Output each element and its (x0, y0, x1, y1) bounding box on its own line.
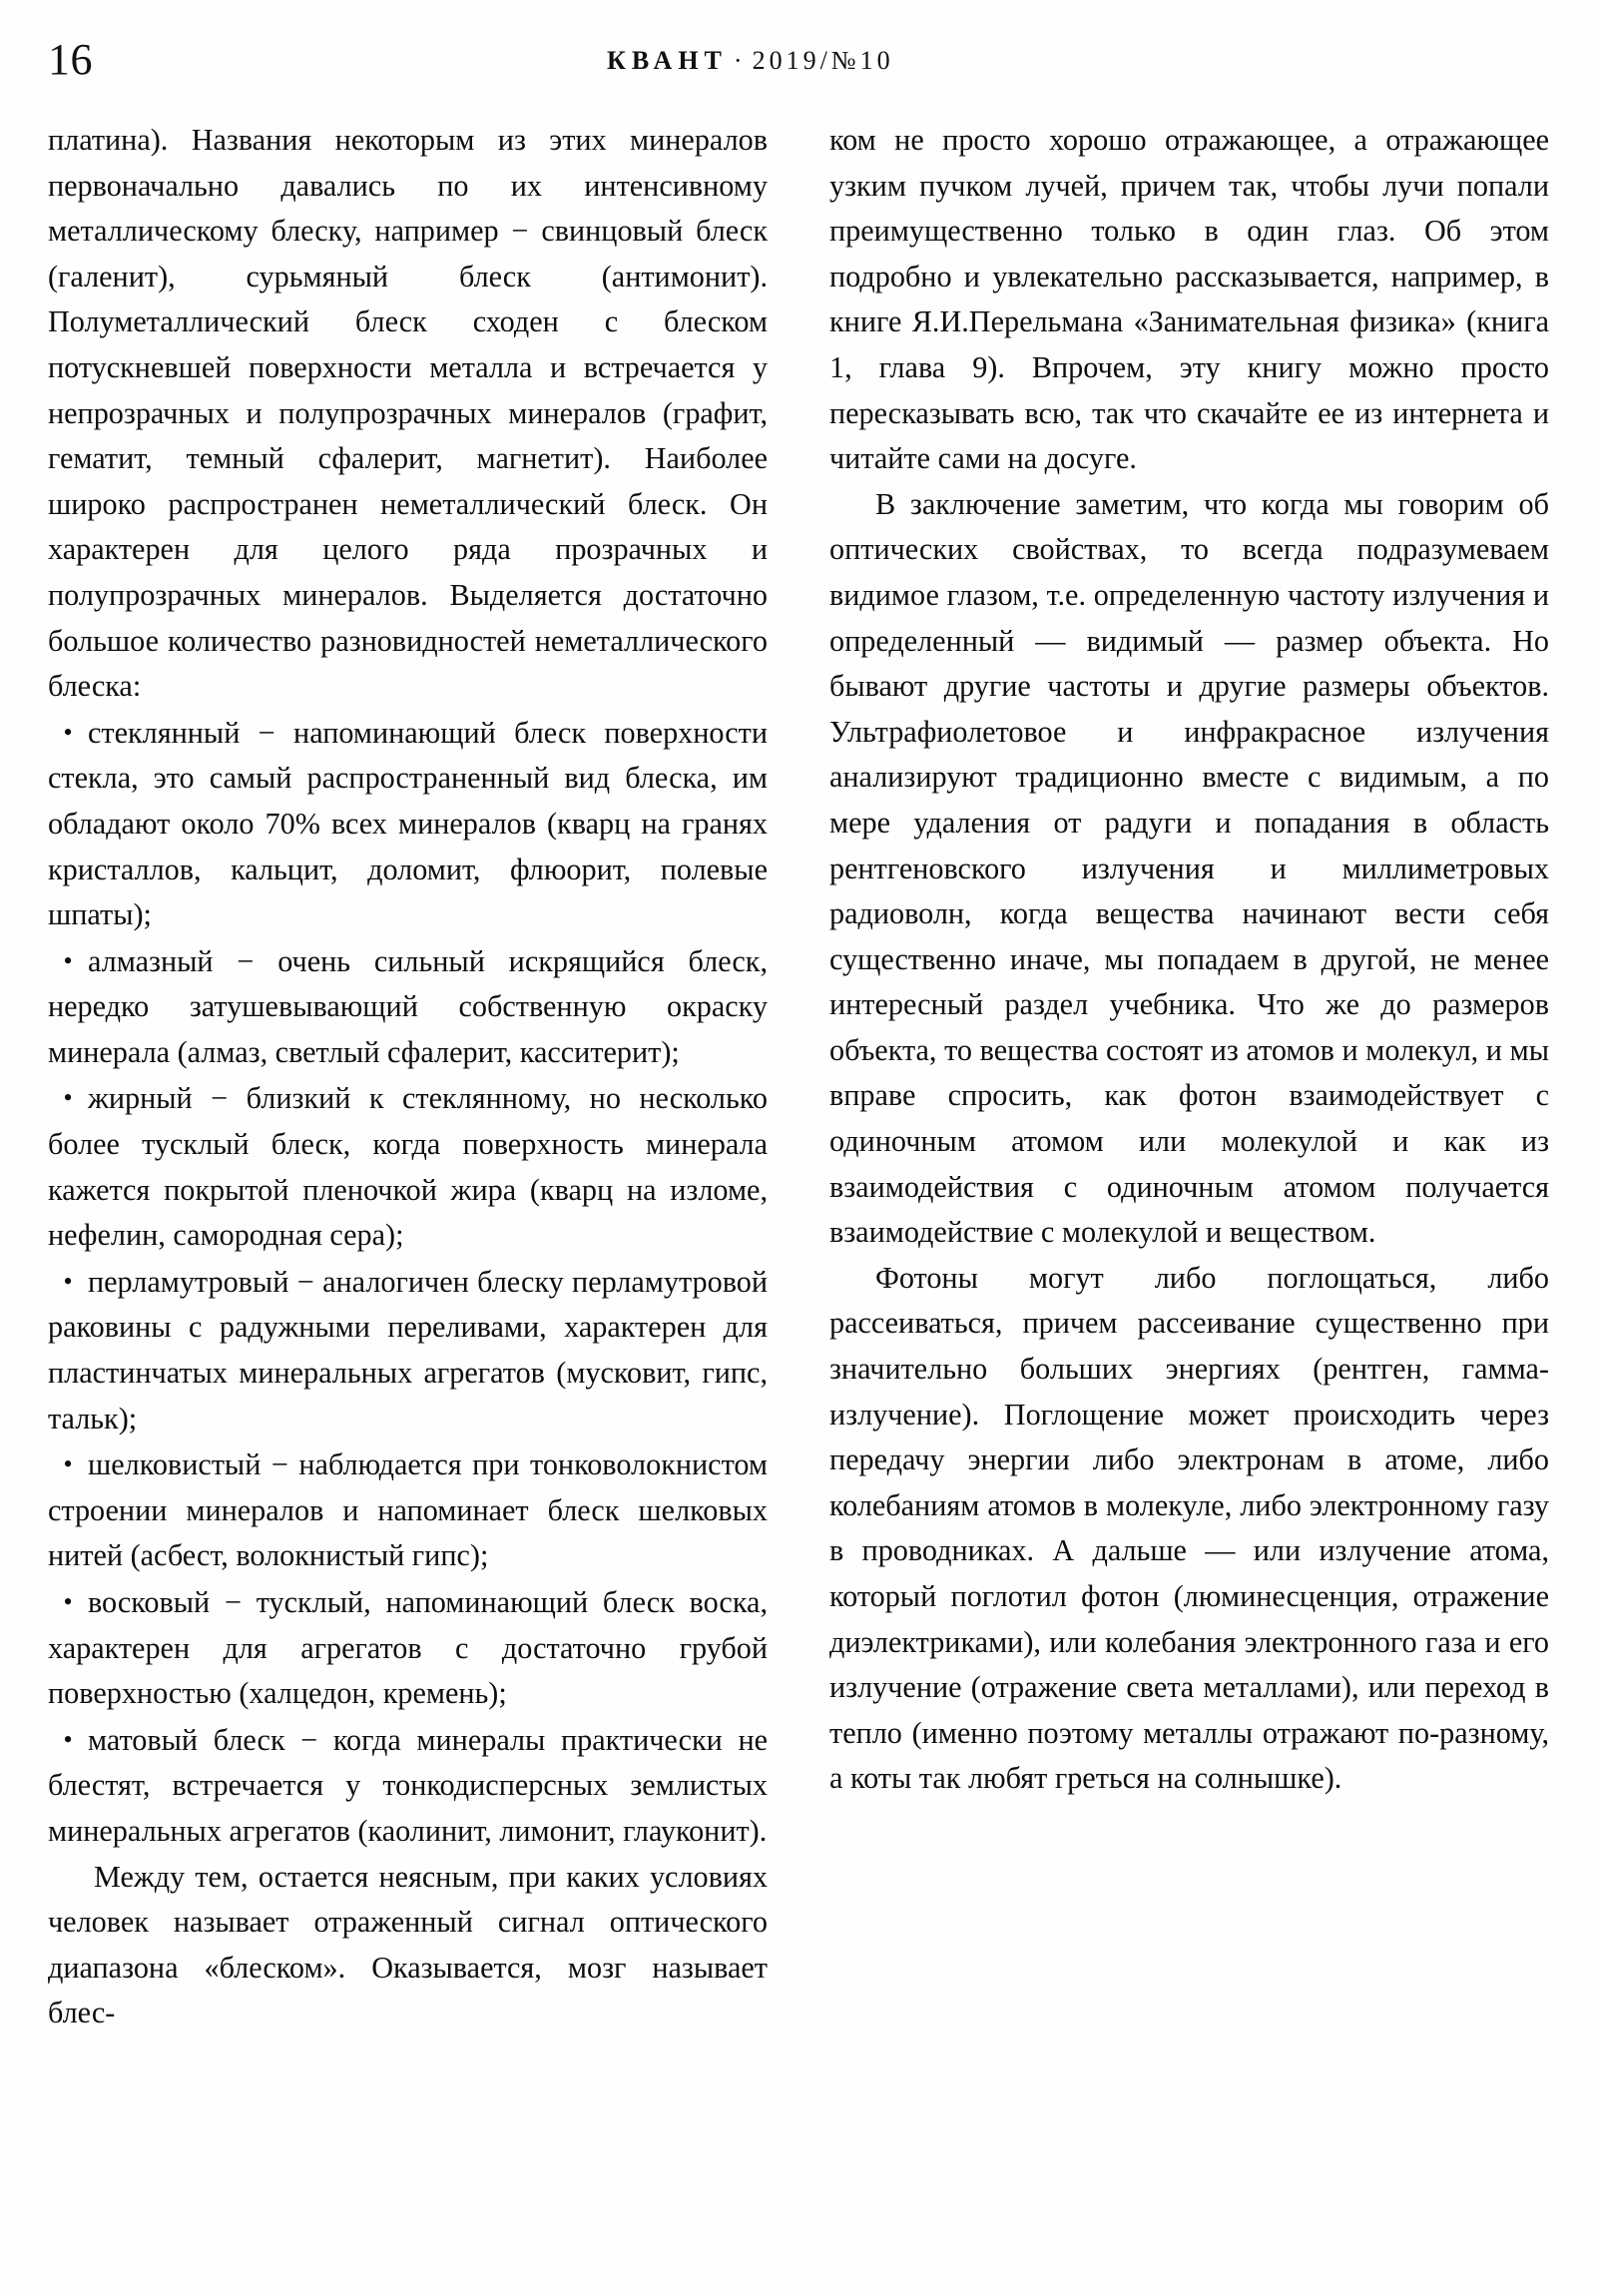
right-column (829, 118, 1549, 2256)
list-item-text: алмазный − очень сильный искрящийся блеск, нередко затушевывающий собственную окраску минерала (алмаз, светлый сфалерит, касситерит); (48, 943, 768, 1069)
body-paragraph: Между тем, остается неясным, при каких условиях человек называет отраженный сигнал оптического диапазона «блеском». Оказывается, мозг называет блес- (48, 1859, 768, 2030)
list-item (48, 1075, 768, 1258)
journal-separator: · (733, 46, 747, 75)
journal-issue: 2019/№10 (752, 46, 894, 75)
list-item-text: матовый блеск − когда минералы практически не блестят, встречается у тонкодисперсных землистых минеральных агрегатов (каолинит, лимонит, глауконит). (48, 1722, 768, 1848)
list-item (48, 1441, 768, 1579)
journal-reference (607, 46, 894, 76)
running-head (48, 30, 1549, 100)
bullet-icon: • (63, 1587, 73, 1616)
bullet-icon: • (63, 1266, 73, 1296)
body-paragraph: Фотоны могут либо поглощаться, либо рассеиваться, причем рассеивание существенно при значительно больших энергиях (рентген, гамма-излучение). Поглощение может происходить через передачу энергии либо электронам в атоме, либо колебаниям атомов в молекуле, либо электронному газу в проводниках. А дальше — или излучение атома, который поглотил фотон (люминесценция, отражение диэлектриками), или колебания электронного газа и его излучение (отражение света металлами), или переход в тепло (именно поэтому металлы отражают по-разному, а коты так любят греться на солнышке). (829, 1260, 1549, 1796)
two-column-body (48, 118, 1549, 2256)
page-number: 16 (48, 35, 93, 84)
journal-name: КВАНТ (607, 46, 728, 75)
list-item-text: восковый − тусклый, напоминающий блеск воска, характерен для агрегатов с достаточно грубой поверхностью (халцедон, кремень); (48, 1585, 768, 1711)
bullet-icon: • (63, 1083, 73, 1113)
list-item-text: шелковистый − наблюдается при тонковолокнистом строении минералов и напоминает блеск шелковых нитей (асбест, волокнистый гипс); (48, 1447, 768, 1573)
list-item (48, 710, 768, 938)
body-paragraph: В заключение заметим, что когда мы говорим об оптических свойствах, то всегда подразумеваем видимое глазом, т.е. определенную частоту излучения и определенный — видимый — размер объекта. Но бывают другие частоты и другие размеры объектов. Ультрафиолетовое и инфракрасное излучения анализируют традиционно вместе с видимым, а по мере удаления от радуги и попадания в область рентгеновского излучения и миллиметровых радиоволн, когда вещества начинают вести себя существенно иначе, мы попадаем в другой, не менее интересный раздел учебника. Что же до размеров объекта, то вещества состоят из атомов и молекул, и мы вправе спросить, как фотон взаимодействует с одиночным атомом или молекулой и как из взаимодействия с одиночным атомом получается взаимодействие с молекулой и веществом. (829, 486, 1549, 1250)
bullet-icon: • (63, 1724, 73, 1754)
body-paragraph: платина). Названия некоторым из этих минералов первоначально давались по их интенсивному металлическому блеску, например − свинцовый блеск (галенит), сурьмяный блеск (антимонит). Полуметаллический блеск сходен с блеском потускневшей поверхности металла и встречается у непрозрачных и полупрозрачных минералов (графит, гематит, темный сфалерит, магнетит). Наиболее широко распространен неметаллический блеск. Он характерен для целого ряда прозрачных и полупрозрачных минералов. Выделяется достаточно большое количество разновидностей неметаллического блеска: (48, 123, 768, 704)
bullet-icon: • (63, 945, 73, 975)
list-item (48, 938, 768, 1076)
bullet-icon: • (63, 1449, 73, 1479)
list-item (48, 1579, 768, 1717)
list-item-text: жирный − близкий к стеклянному, но несколько более тусклый блеск, когда поверхность минерала кажется покрытой пленочкой жира (кварц на изломе, нефелин, самородная сера); (48, 1081, 768, 1253)
list-item-text: перламутровый − аналогичен блеску перламутровой раковины с радужными переливами, характерен для пластинчатых минеральных агрегатов (мусковит, гипс, тальк); (48, 1264, 768, 1435)
list-item (48, 1259, 768, 1441)
list-item-text: стеклянный − напоминающий блеск поверхности стекла, это самый распространенный вид блеска, им обладают около 70% всех минералов (кварц на гранях кристаллов, кальцит, доломит, флюорит, полевые шпаты); (48, 715, 768, 932)
bullet-icon: • (63, 717, 73, 747)
left-column (48, 118, 768, 2256)
body-paragraph: ком не просто хорошо отражающее, а отражающее узким пучком лучей, причем так, чтобы лучи попали преимущественно только в один глаз. Об этом подробно и увлекательно рассказывается, например, в книге Я.И.Перельмана «Занимательная физика» (книга 1, глава 9). Впрочем, эту книгу можно просто пересказывать всю, так что скачайте ее из интернета и читайте сами на досуге. (829, 123, 1549, 476)
list-item (48, 1717, 768, 1855)
